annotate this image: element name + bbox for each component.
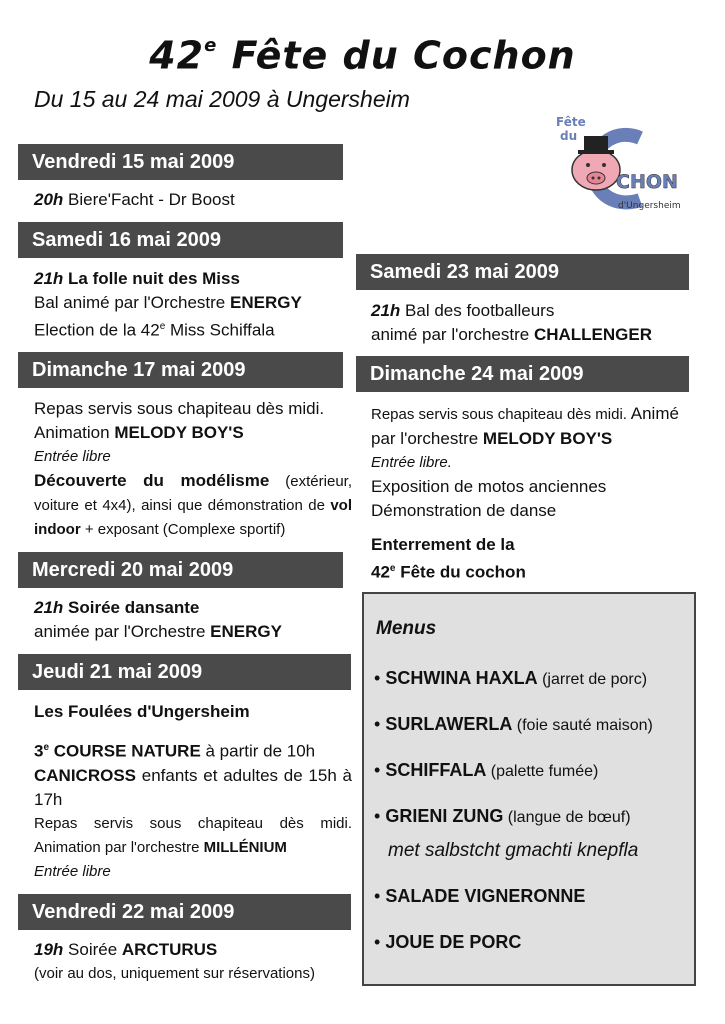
- menu-item: • GRIENI ZUNG (langue de bœuf): [374, 806, 631, 826]
- subtitle: Du 15 au 24 mai 2009 à Ungersheim: [34, 86, 410, 112]
- logo-text-du: du: [560, 129, 578, 143]
- event-vendredi-22: 19h Soirée ARCTURUS (voir au dos, uniquement sur réservations): [34, 940, 315, 982]
- menu-item-extra: met salbstcht gmachti knepfla: [388, 840, 639, 861]
- page-title: [0, 26, 725, 80]
- heading-samedi-16: Samedi 16 mai 2009: [18, 222, 343, 258]
- event-vendredi-15: 20h Biere'Facht - Dr Boost: [34, 190, 235, 209]
- menus-title: Menus: [376, 618, 437, 639]
- event-samedi-23: 21h Bal des footballeurs animé par l'orchestre CHALLENGER: [371, 301, 652, 344]
- fete-du-cochon-logo: [548, 108, 688, 228]
- title-number: 42: [149, 33, 205, 78]
- title-superscript: e: [204, 35, 218, 56]
- title-text: Fête du Cochon: [217, 33, 576, 78]
- event-jeudi-21: Les Foulées d'Ungersheim 3e COURSE NATURE à partir de 10h CANICROSS enfants et adultes de 15h à 17h Repas servis sous chapiteau dès midi. Animation par l'orchestre MILLÉNIUM Entrée libre: [34, 702, 352, 880]
- heading-vendredi-15: Vendredi 15 mai 2009: [18, 144, 343, 180]
- menus-box: [362, 592, 696, 986]
- menu-item: • SURLAWERLA (foie sauté maison): [374, 714, 653, 734]
- heading-vendredi-22: Vendredi 22 mai 2009: [18, 894, 351, 930]
- logo-place: d'Ungersheim: [618, 201, 681, 211]
- logo-word: CHON: [616, 171, 678, 193]
- menu-item: • SALADE VIGNERONNE: [374, 886, 586, 906]
- menu-item: • SCHWINA HAXLA (jarret de porc): [374, 668, 648, 688]
- heading-mercredi-20: Mercredi 20 mai 2009: [18, 552, 343, 588]
- heading-dimanche-17: Dimanche 17 mai 2009: [18, 352, 343, 388]
- menu-item: • JOUE DE PORC: [374, 932, 522, 952]
- event-mercredi-20: 21h Soirée dansante animée par l'Orchestre ENERGY: [34, 598, 282, 641]
- top-hat-icon: [584, 136, 608, 152]
- event-dimanche-24: Repas servis sous chapiteau dès midi. Animé par l'orchestre MELODY BOY'S Entrée libre. Exposition de motos anciennes Démonstration de danse Enterrement de la 42e Fête du cochon: [371, 404, 679, 582]
- heading-samedi-23: Samedi 23 mai 2009: [356, 254, 689, 290]
- menu-item: • SCHIFFALA (palette fumée): [374, 760, 599, 780]
- heading-jeudi-21: Jeudi 21 mai 2009: [18, 654, 351, 690]
- pig-snout-icon: [587, 172, 605, 184]
- event-dimanche-17: Repas servis sous chapiteau dès midi. Animation MELODY BOY'S Entrée libre Découverte du modélisme (extérieur, voiture et 4x4), ainsi que démonstration de vol indoor + exposant (Complexe sportif): [34, 399, 352, 538]
- logo-text-fete: Fête: [556, 115, 586, 129]
- event-samedi-16: 21h La folle nuit des Miss Bal animé par l'Orchestre ENERGY Election de la 42e Miss Schiffala: [34, 269, 302, 340]
- heading-dimanche-24: Dimanche 24 mai 2009: [356, 356, 689, 392]
